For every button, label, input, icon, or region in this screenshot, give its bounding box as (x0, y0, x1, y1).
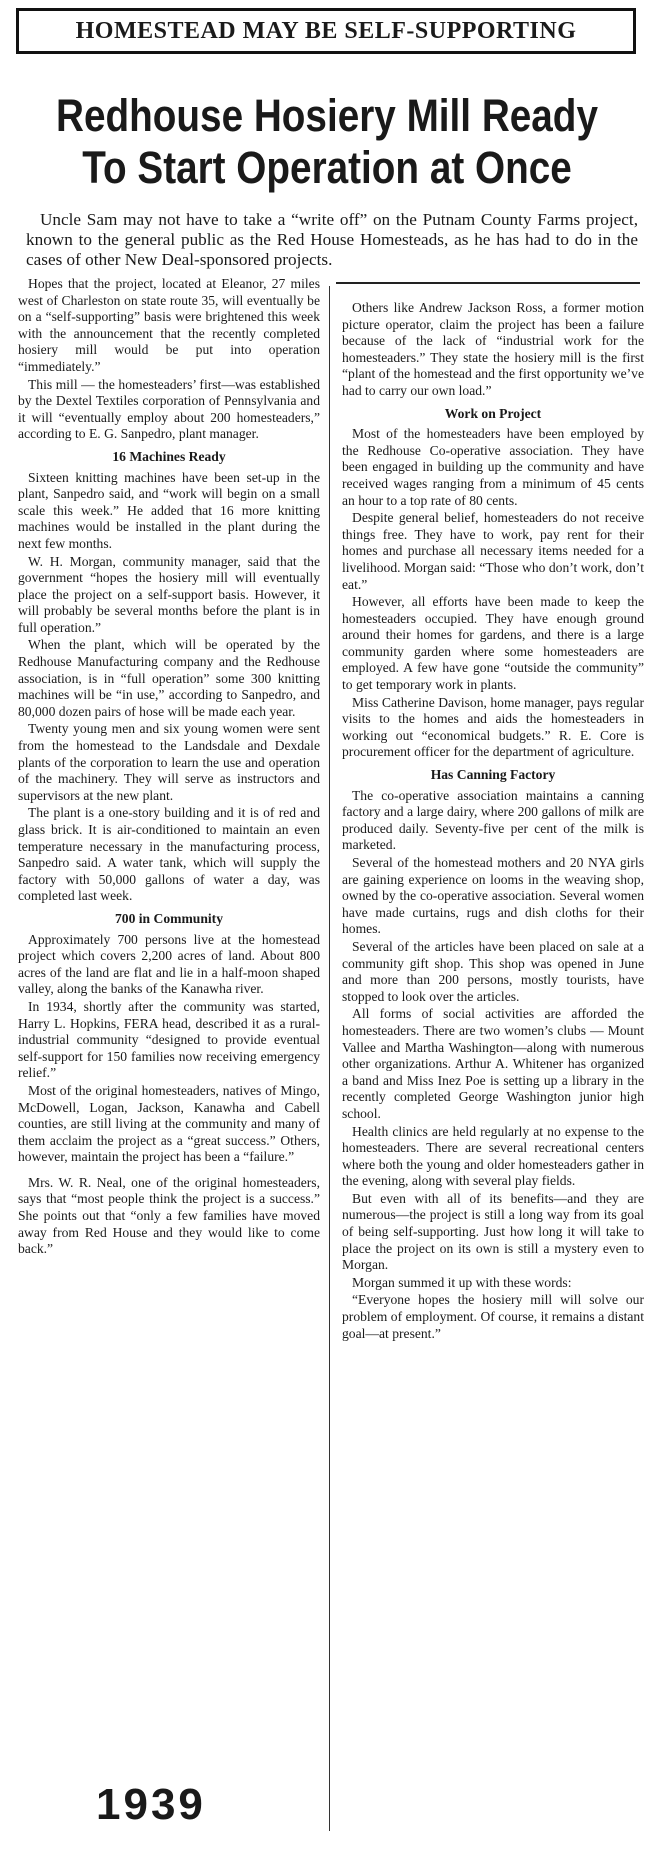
article-paragraph: In 1934, shortly after the community was started, Harry L. Hopkins, FERA head, described it as a rural-industrial community “designed to provide eventual self-support for 150 families now receiving emergency relief.” (18, 998, 320, 1081)
article-paragraph: All forms of social activities are afforded the homesteaders. There are two women’s clubs — Mount Vallee and Martha Washington—along with numerous other organizations. Arthur A. Whitener has organized a band and Miss Inez Poe is setting up a library in the recently completed George Washington junior high school. (342, 1006, 644, 1121)
year-stamp: 1939 (96, 1780, 206, 1829)
subheading: 700 in Community (114, 910, 223, 926)
article-paragraph: Others like Andrew Jackson Ross, a former motion picture operator, claim the project has been a failure because of the lack of “industrial work for the homesteaders.” They state the hosiery mill is the first “plant of the homestead and the first opportunity we’ve had to carry our own load.” (342, 300, 644, 398)
headline-line-1: Redhouse Hosiery Mill Ready (56, 90, 598, 141)
article-paragraph: Sixteen knitting machines have been set-up in the plant, Sanpedro said, and “work will begin on a small scale this week.” He added that 16 more knitting machines would be installed in the plant during the next few months. (18, 469, 320, 551)
article-paragraph: This mill — the homesteaders’ first—was established by the Dextel Textiles corporation of Pennsylvania and it will “eventually employ about 200 homesteaders,” according to E. G. Sanpedro, plant manager. (18, 376, 320, 442)
subheading: Work on Project (444, 405, 542, 421)
article-paragraph: The plant is a one-story building and it is of red and glass brick. It is air-conditioned to maintain an even temperature necessary in the manufacturing process, Sanpedro said. A water tank, which will supply the factory with 50,000 gallons of water a day, was completed last week. (18, 805, 320, 904)
article-paragraph: Health clinics are held regularly at no expense to the homesteaders. There are several recreational centers where both the young and older homesteaders gather in the evening, along with several play fields. (342, 1123, 644, 1189)
article-paragraph: However, all efforts have been made to keep the homesteaders occupied. They have enough ground around their homes for gardens, and there is a large community garden where some homesteaders are employed. A few have gone “outside the community” to get temporary work in plants. (342, 594, 644, 693)
article-paragraph: Most of the homesteaders have been employed by the Redhouse Co-operative association. They have been engaged in building up the community and have received wages ranging from a minimum of 45 cents an hour to a top rate of 80 cents. (342, 426, 644, 508)
right-column (342, 300, 644, 1343)
article-paragraph: When the plant, which will be operated by the Redhouse Manufacturing company and the Redhouse association, is in “full operation” some 300 knitting machines will be “in use,” according to Sanpedro, and 80,000 dozen pairs of hose will be made each year. (18, 637, 320, 719)
subheading: 16 Machines Ready (112, 448, 226, 464)
article-paragraph: Most of the original homesteaders, natives of Mingo, McDowell, Logan, Jackson, Kanawha and Cabell counties, are still living at the community and many of them acclaim the project as a “great success.” Others, however, maintain the project has been a “failure.” (18, 1082, 320, 1165)
article-paragraph: But even with all of its benefits—and they are numerous—the project is still a long way from its goal of being self-supporting. Just how long it will take to place the project on its own is still a mystery even to Morgan. (342, 1190, 644, 1273)
article-paragraph: W. H. Morgan, community manager, said that the government “hopes the hosiery mill will eventually place the project on a self-support basis. However, it will probably be several months before the plant is in full operation.” (18, 553, 320, 635)
article-paragraph: Twenty young men and six young women were sent from the homestead to the Landsdale and Dexdale plants of the corporation to learn the use and operation of the machinery. They will serve as instructors and supervisors at the new plant. (18, 721, 320, 803)
subheading: Has Canning Factory (430, 767, 556, 783)
intro-paragraph: Uncle Sam may not have to take a “write off” on the Putnam County Farms project, known to the general public as the Red House Homesteads, as he has had to do in the cases of other New Deal-sponsored projects. (26, 210, 638, 269)
article-paragraph: “Everyone hopes the hosiery mill will solve our problem of employment. Of course, it remains a distant goal—at present.” (342, 1292, 644, 1341)
article-paragraph: Morgan summed it up with these words: (352, 1274, 572, 1290)
article-paragraph: Approximately 700 persons live at the homestead project which covers 2,200 acres of land. About 800 acres of the land are flat and lie in a half-moon shaped valley, along the banks of the Kanawha river. (18, 931, 320, 997)
left-column (18, 276, 320, 1259)
article-paragraph: Several of the homestead mothers and 20 NYA girls are gaining experience on looms in the weaving shop, owned by the co-operative association. Several women have made curtains, rugs and dish cloths for their homes. (342, 855, 644, 937)
paragraph-gap (18, 1167, 320, 1175)
article-paragraph: Several of the articles have been placed on sale at a community gift shop. This shop was opened in June and more than 200 persons, mostly tourists, have stopped to look over the articles. (342, 938, 644, 1004)
column-divider (329, 286, 330, 1831)
article-paragraph: Hopes that the project, located at Eleanor, 27 miles west of Charleston on state route 35, will eventually be on a “self-supporting” basis were brightened this week with the announcement that the recently completed hosiery mill would be put into operation “immediately.” (18, 276, 320, 374)
headline (46, 90, 608, 194)
column-top-rule (336, 282, 640, 284)
article-paragraph: The co-operative association maintains a canning factory and a large dairy, where 200 gallons of milk are produced daily. Seventy-five per cent of the milk is marketed. (342, 787, 644, 853)
article-paragraph: Miss Catherine Davison, home manager, pays regular visits to the homes and aids the homesteaders in working out “economical budgets.” R. E. Core is procurement officer for the department of agriculture. (342, 694, 644, 760)
article-paragraph: Despite general belief, homesteaders do not receive things free. They have to work, pay rent for their homes and purchase all necessary items needed for a livelihood. Morgan said: “Those who don’t work, don’t eat.” (342, 510, 644, 592)
article-paragraph: Mrs. W. R. Neal, one of the original homesteaders, says that “most people think the project is a success.” She points out that “only a few families have moved away from Red House and they would like to come back.” (18, 1174, 320, 1257)
kicker-banner: HOMESTEAD MAY BE SELF-SUPPORTING (16, 8, 636, 54)
headline-line-2: To Start Operation at Once (82, 142, 572, 193)
